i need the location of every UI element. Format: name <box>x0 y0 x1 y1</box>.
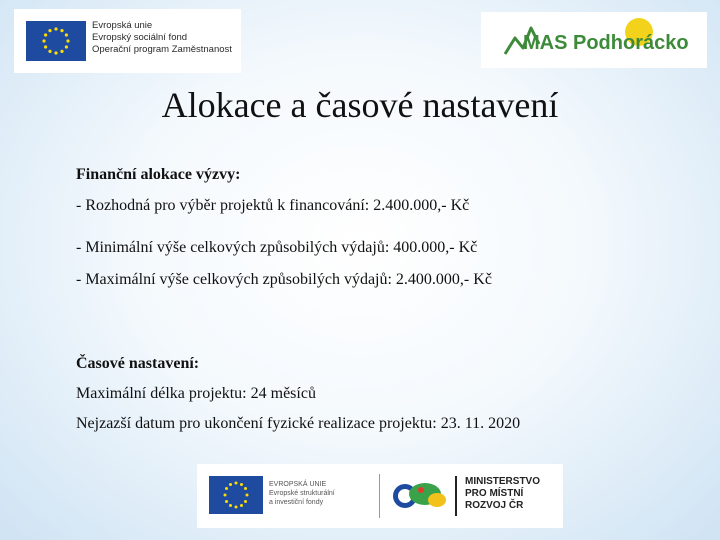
funding-logos-strip <box>197 464 563 528</box>
eu-logo-line: Evropská unie <box>92 20 153 31</box>
timing-item: Maximální délka projektu: 24 měsíců <box>76 385 316 402</box>
ministry-emblem-icon <box>391 476 449 516</box>
ministry-line: MINISTERSTVO <box>465 476 541 487</box>
financial-item: - Maximální výše celkových způsobilých výdajů: 2.400.000,- Kč <box>76 271 492 288</box>
eu-logo-line: Operační program Zaměstnanost <box>92 44 232 55</box>
logo-divider <box>379 474 380 518</box>
ministry-divider <box>455 476 457 516</box>
eu-bottom-line: EVROPSKÁ UNIE <box>269 481 327 488</box>
eu-flag-icon <box>26 21 86 61</box>
page-title: Alokace a časové nastavení <box>161 85 559 125</box>
eu-logo-line: Evropský sociální fond <box>92 32 188 43</box>
mas-logo-text: MAS Podhorácko <box>523 32 689 54</box>
timing-item: Nejzazší datum pro ukončení fyzické realizace projektu: 23. 11. 2020 <box>76 415 521 432</box>
financial-heading: Finanční alokace výzvy: <box>76 166 241 183</box>
mas-podhoracko-logo <box>481 12 707 68</box>
eu-bottom-line: a investiční fondy <box>269 499 324 506</box>
ministry-line: PRO MÍSTNÍ <box>465 488 524 499</box>
financial-item: - Rozhodná pro výběr projektů k financování: 2.400.000,- Kč <box>76 197 470 214</box>
eu-flag-icon <box>209 476 263 514</box>
timing-heading: Časové nastavení: <box>76 355 200 372</box>
ministry-line: ROZVOJ ČR <box>465 500 524 511</box>
eu-esf-logo <box>14 9 241 73</box>
financial-item: - Minimální výše celkových způsobilých výdajů: 400.000,- Kč <box>76 239 478 256</box>
eu-bottom-line: Evropské strukturální <box>269 490 335 497</box>
